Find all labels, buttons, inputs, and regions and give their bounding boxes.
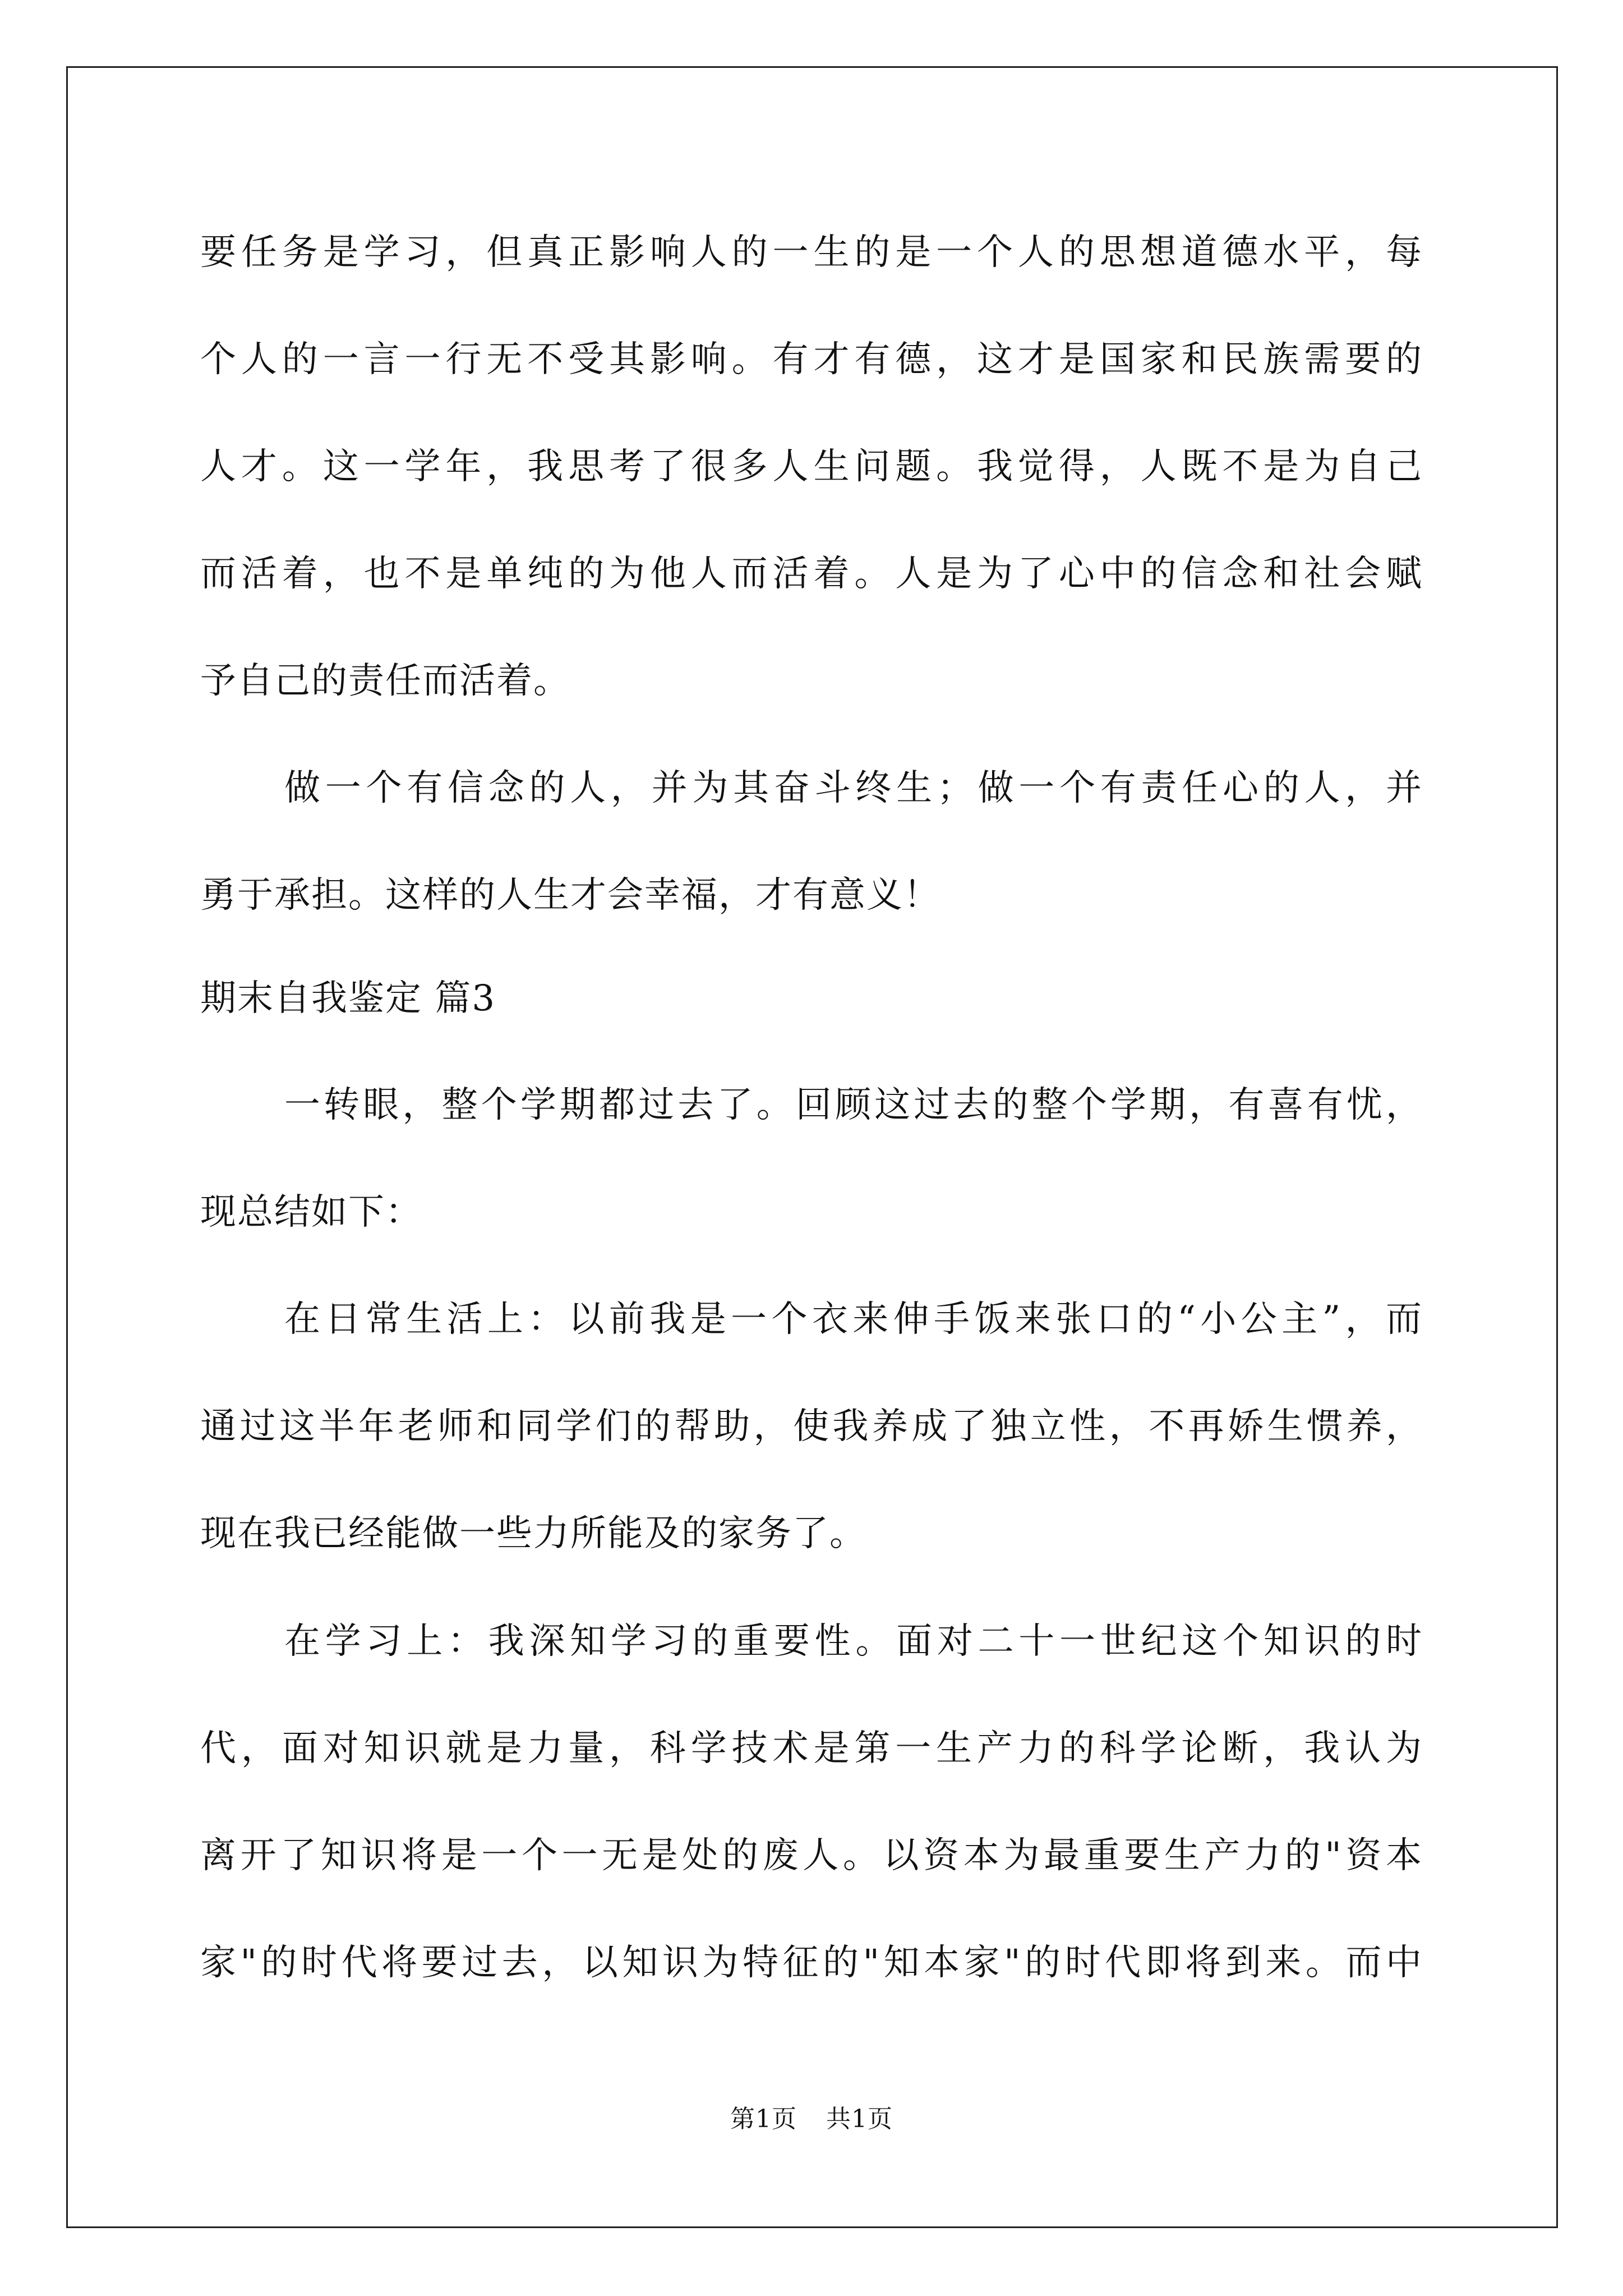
text-line: 人才。这一学年，我思考了很多人生问题。我觉得，人既不是为自己 (200, 446, 1423, 487)
page-footer (0, 2102, 1623, 2136)
section-heading: 期末自我鉴定 篇3 (200, 978, 496, 1019)
text-line: 在学习上：我深知学习的重要性。面对二十一世纪这个知识的时 (284, 1621, 1423, 1662)
text-line: 而活着，也不是单纯的为他人而活着。人是为了心中的信念和社会赋 (200, 553, 1423, 595)
text-line: 现总结如下： (200, 1191, 422, 1233)
text-line: 离开了知识将是一个一无是处的废人。以资本为最重要生产力的"资本 (200, 1835, 1423, 1876)
text-line: 勇于承担。这样的人生才会幸福，才有意义！ (200, 875, 940, 916)
text-line: 做一个有信念的人，并为其奋斗终生；做一个有责任心的人，并 (284, 767, 1423, 809)
page-border (66, 66, 1558, 2228)
text-line: 现在我已经能做一些力所能及的家务了。 (200, 1513, 866, 1554)
text-line: 代，面对知识就是力量，科学技术是第一生产力的科学论断，我认为 (200, 1728, 1423, 1769)
text-line: 在日常生活上：以前我是一个衣来伸手饭来张口的“小公主”，而 (284, 1299, 1423, 1340)
text-line: 通过这半年老师和同学们的帮助，使我养成了独立性，不再娇生惯养， (200, 1406, 1423, 1447)
page-total: 共1页 (826, 2105, 893, 2133)
text-line: 要任务是学习，但真正影响人的一生的是一个人的思想道德水平，每 (200, 232, 1423, 273)
text-line: 一转眼，整个学期都过去了。回顾这过去的整个学期，有喜有忧， (284, 1084, 1423, 1126)
text-line: 个人的一言一行无不受其影响。有才有德，这才是国家和民族需要的 (200, 339, 1423, 380)
text-line: 予自己的责任而活着。 (200, 660, 570, 702)
text-line: 家"的时代将要过去，以知识为特征的"知本家"的时代即将到来。而中 (200, 1942, 1423, 1984)
page-number: 第1页 (730, 2105, 797, 2133)
